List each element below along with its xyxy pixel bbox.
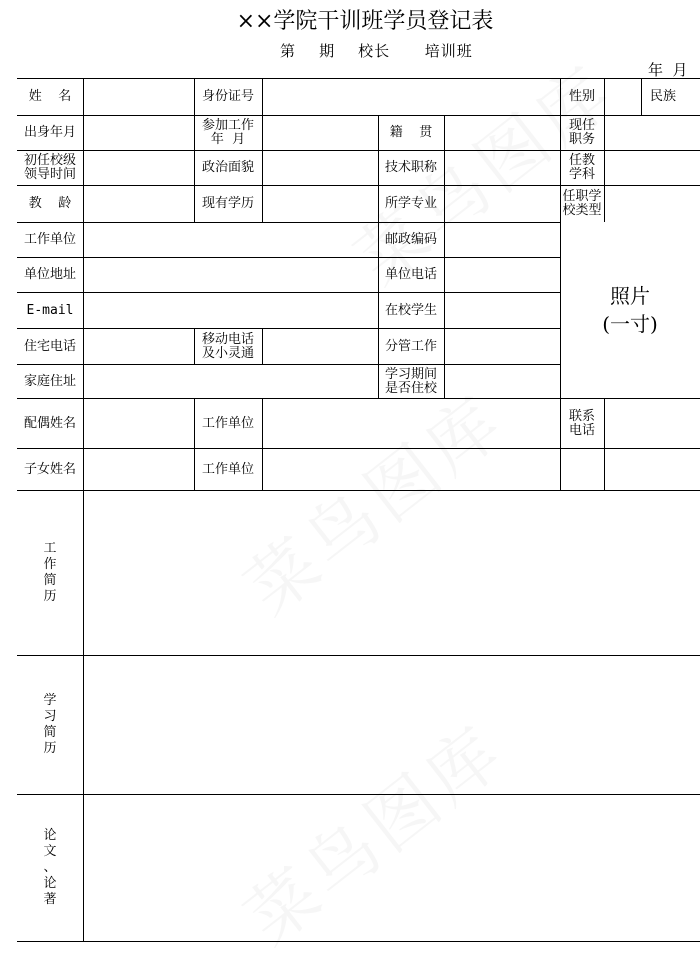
form-row <box>17 222 561 257</box>
unit-address-label: 单位地址 <box>23 267 76 282</box>
mobile-label: 移动电话 及小灵通 <box>201 331 254 361</box>
form-row <box>17 794 700 942</box>
teaching-subject-label: 任教 学科 <box>568 153 595 182</box>
form-row <box>17 115 700 150</box>
students-label: 在校学生 <box>384 302 437 318</box>
form-row <box>17 655 700 794</box>
work-unit-label: 工作单位 <box>23 232 76 247</box>
contact-phone-label: 联系 电话 <box>568 408 595 438</box>
form-row <box>17 150 700 185</box>
current-position-label: 现任 职务 <box>568 118 595 147</box>
form-row <box>17 328 561 364</box>
form-subtitle: 第 期 校长 培训班 <box>280 42 473 60</box>
form-row <box>17 257 561 292</box>
gender-label: 性别 <box>568 89 595 104</box>
unit-phone-label: 单位电话 <box>384 267 437 282</box>
study-history-label: 学 习 简 历 <box>43 693 57 756</box>
birth-label: 出身年月 <box>23 125 76 140</box>
form-row <box>17 398 700 448</box>
name-label: 姓 名 <box>28 89 72 104</box>
ethnicity-label: 民族 <box>649 89 676 104</box>
form-row <box>17 292 561 328</box>
child-name-label: 子女姓名 <box>23 461 76 477</box>
form-date: 年 月 <box>648 61 688 79</box>
school-type-label: 任职学 校类型 <box>562 189 602 218</box>
id-number-label: 身份证号 <box>201 89 254 104</box>
form-row <box>17 78 700 115</box>
spouse-unit-label: 工作单位 <box>201 415 254 431</box>
boarding-label: 学习期间 是否住校 <box>384 366 437 396</box>
native-place-label: 籍 贯 <box>389 125 433 140</box>
teaching-age-label: 教 龄 <box>28 196 72 211</box>
photo-label: 照片 <box>610 284 650 308</box>
form-title: ××学院干训班学员登记表 <box>236 9 494 34</box>
education-label: 现有学历 <box>201 196 254 211</box>
form-row <box>17 364 561 398</box>
form-row <box>17 448 700 490</box>
home-address-label: 家庭住址 <box>23 373 76 389</box>
child-unit-label: 工作单位 <box>201 461 254 477</box>
home-phone-label: 住宅电话 <box>23 338 76 354</box>
email-label: E-mail <box>26 302 74 318</box>
tech-title-label: 技术职称 <box>384 160 437 175</box>
photo-placeholder <box>560 222 700 398</box>
form-row <box>17 185 700 222</box>
major-label: 所学专业 <box>384 196 437 211</box>
political-status-label: 政治面貌 <box>201 160 254 175</box>
work-start-label: 参加工作 年 月 <box>201 118 254 147</box>
spouse-name-label: 配偶姓名 <box>23 415 76 431</box>
photo-size-label: (一寸) <box>602 312 658 336</box>
papers-label: 论 文 、 论 著 <box>43 828 57 907</box>
work-history-label: 工 作 简 历 <box>43 541 57 604</box>
first-principal-label: 初任校级 领导时间 <box>23 153 76 182</box>
duties-label: 分管工作 <box>384 338 437 354</box>
form-row <box>17 490 700 655</box>
postcode-label: 邮政编码 <box>384 232 437 247</box>
